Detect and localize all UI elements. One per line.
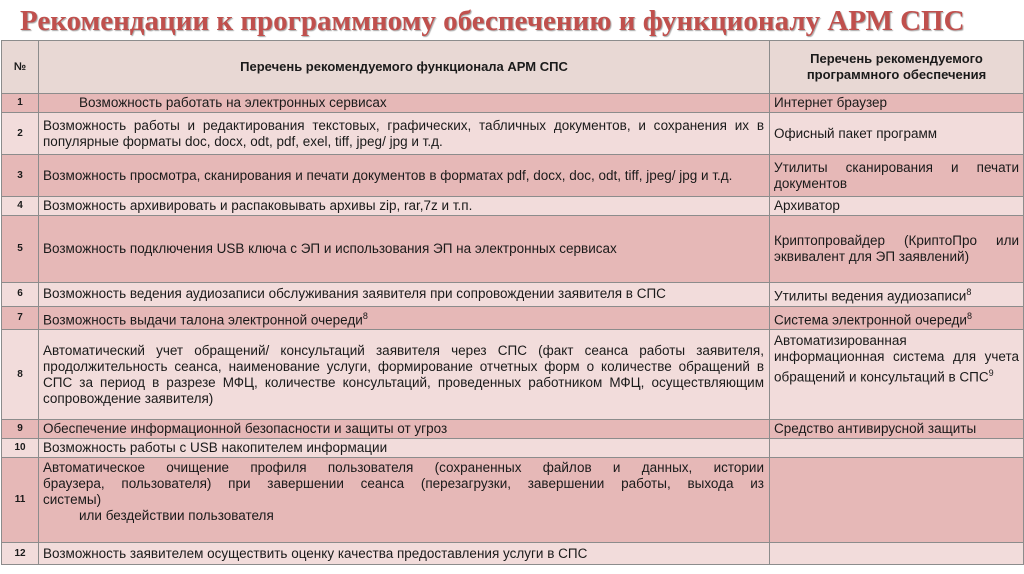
- row-number: 2: [2, 113, 39, 155]
- recommendations-table: [1, 40, 1024, 565]
- row-number: 6: [2, 283, 39, 307]
- row-software: [770, 458, 1024, 543]
- row-functionality: Возможность ведения аудиозаписи обслуживания заявителя при сопровождении заявителя в СПС: [39, 283, 770, 307]
- row-number: 1: [2, 94, 39, 113]
- row-functionality: Возможность подключения USB ключа с ЭП и использования ЭП на электронных сервисах: [39, 216, 770, 283]
- software-text: Автоматизированная информационная система для учета обращений и консультаций в СПС: [774, 333, 1019, 385]
- row-software: Интернет браузер: [770, 94, 1024, 113]
- row-software: Средство антивирусной защиты: [770, 420, 1024, 439]
- row-software: [770, 439, 1024, 458]
- table-row: [2, 283, 1024, 307]
- row-functionality: Автоматический учет обращений/ консультаций заявителя через СПС (факт сеанса работы заявителя, продолжительность сеанса, наименование услуги, формирование отчетных форм о количестве обращений в СПС за период в разрезе МФЦ, количестве консультаций, проведенных работником МФЦ, осуществляющим сопровождение заявителя): [39, 330, 770, 420]
- row-functionality: [39, 306, 770, 330]
- header-software: Перечень рекомендуемого программного обеспечения: [770, 41, 1024, 94]
- software-text: Утилиты ведения аудиозаписи: [774, 288, 967, 304]
- row-functionality: Возможность заявителем осуществить оценку качества предоставления услуги в СПС: [39, 543, 770, 565]
- row-number: 4: [2, 197, 39, 216]
- row-number: 3: [2, 155, 39, 197]
- footnote-ref: 9: [988, 368, 994, 378]
- table-header-row: [2, 41, 1024, 94]
- footnote-ref: 8: [966, 310, 972, 321]
- row-software: Утилиты сканирования и печати документов: [770, 155, 1024, 197]
- footnote-ref: 8: [362, 310, 368, 321]
- functionality-text: Возможность выдачи талона электронной очереди: [43, 312, 363, 327]
- row-functionality: [39, 458, 770, 543]
- header-num: №: [2, 41, 39, 94]
- functionality-line: Автоматическое очищение профиля пользователя (сохраненных файлов и данных, истории: [43, 460, 764, 475]
- row-number: 12: [2, 543, 39, 565]
- row-number: 8: [2, 330, 39, 420]
- table-row: [2, 113, 1024, 155]
- row-number: 7: [2, 306, 39, 330]
- table-row: [2, 543, 1024, 565]
- footnote-ref: 8: [966, 287, 972, 297]
- row-software: [770, 306, 1024, 330]
- row-number: 5: [2, 216, 39, 283]
- functionality-line: браузера, пользователя) при завершении сеанса (перезагрузки, завершении работы, выхода из: [43, 476, 764, 491]
- slide-title: Рекомендации к программному обеспечению и функционалу АРМ СПС: [20, 5, 965, 37]
- row-functionality: Возможность работы и редактирования текстовых, графических, табличных документов, и сохранения их в популярные форматы doc, docx, odt, pdf, exel, tiff, jpeg/ jpg и т.д.: [39, 113, 770, 155]
- functionality-line: или бездействии пользователя: [79, 508, 274, 523]
- row-software: Криптопровайдер (КриптоПро или эквивалент для ЭП заявлений): [770, 216, 1024, 283]
- functionality-line: системы): [43, 492, 102, 507]
- table-row: [2, 439, 1024, 458]
- row-software: [770, 283, 1024, 307]
- row-number: 11: [2, 458, 39, 543]
- table-row: [2, 155, 1024, 197]
- row-functionality: Обеспечение информационной безопасности и защиты от угроз: [39, 420, 770, 439]
- row-software: Архиватор: [770, 197, 1024, 216]
- table-row: [2, 420, 1024, 439]
- row-functionality: Возможность работать на электронных сервисах: [39, 94, 770, 113]
- table-row: [2, 197, 1024, 216]
- row-number: 9: [2, 420, 39, 439]
- software-text: Система электронной очереди: [774, 312, 967, 327]
- header-functionality: Перечень рекомендуемого функционала АРМ СПС: [39, 41, 770, 94]
- row-functionality: Возможность просмотра, сканирования и печати документов в форматах pdf, docx, doc, odt, tiff, jpeg/ jpg и т.д.: [39, 155, 770, 197]
- row-software: [770, 330, 1024, 420]
- table-row: [2, 458, 1024, 543]
- table-row: [2, 216, 1024, 283]
- row-functionality: Возможность архивировать и распаковывать архивы zip, rar,7z и т.п.: [39, 197, 770, 216]
- row-functionality: Возможность работы с USB накопителем информации: [39, 439, 770, 458]
- row-number: 10: [2, 439, 39, 458]
- row-software: [770, 543, 1024, 565]
- row-software: Офисный пакет программ: [770, 113, 1024, 155]
- table-row: [2, 306, 1024, 330]
- table-row: [2, 94, 1024, 113]
- table-row: [2, 330, 1024, 420]
